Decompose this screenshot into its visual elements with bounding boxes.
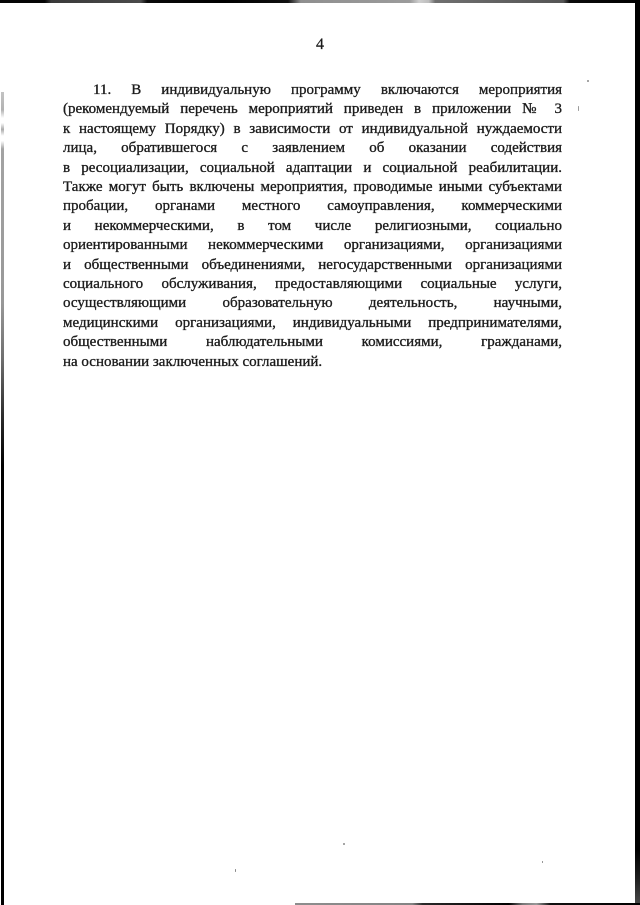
paragraph-line: осуществляющими образовательную деятельность, научными, [63, 295, 562, 312]
scan-edge-top [0, 0, 640, 3]
paragraph-line: к настоящему Порядку) в зависимости от индивидуальной нуждаемости [63, 120, 562, 137]
paragraph-item-11 [63, 81, 562, 372]
paragraph-line: общественными наблюдательными комиссиями, гражданами, [63, 334, 562, 351]
paragraph-line: и некоммерческими, в том числе религиозными, социально [63, 217, 562, 234]
paragraph-line: в ресоциализации, социальной адаптации и социальной реабилитации. [63, 159, 562, 176]
paragraph-line: (рекомендуемый перечень мероприятий приведен в приложении № 3 [63, 101, 562, 118]
paragraph-line: на основании заключенных соглашений. [63, 353, 323, 370]
paragraph-line: медицинскими организациями, индивидуальными предпринимателями, [63, 314, 562, 331]
scan-speck [343, 843, 345, 845]
scan-speck [235, 869, 236, 872]
scan-edge-left [1, 92, 4, 905]
paragraph-line: Также могут быть включены мероприятия, проводимые иными субъектами [63, 179, 562, 196]
page-number: 4 [316, 36, 324, 53]
scan-speck [542, 861, 543, 863]
scan-speck [578, 106, 579, 111]
paragraph-line: пробации, органами местного самоуправления, коммерческими [63, 198, 562, 215]
paragraph-line: лица, обратившегося с заявлением об оказании содействия [63, 140, 562, 157]
paragraph-line: и общественными объединениями, негосударственными организациями [63, 256, 562, 273]
paragraph-line: 11. В индивидуальную программу включаются мероприятия [93, 82, 562, 98]
paragraph-line: ориентированными некоммерческими организациями, организациями [63, 237, 562, 254]
scan-edge-right [635, 0, 640, 905]
paragraph-line: социального обслуживания, предоставляющими социальные услуги, [63, 276, 562, 293]
scan-speck [587, 80, 589, 82]
